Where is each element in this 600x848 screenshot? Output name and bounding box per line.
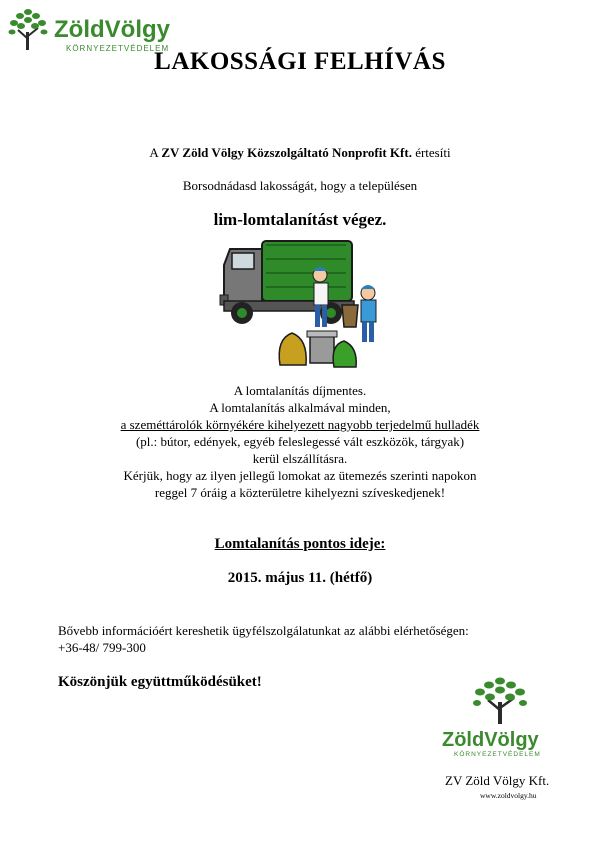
tree-icon: [472, 676, 528, 726]
intro-line-2: Borsodnádasd lakosságát, hogy a településen: [182, 178, 418, 193]
footer-brand-part1: Zöld: [442, 729, 485, 751]
body-line-4: (pl.: bútor, edények, egyéb feleslegessé vált eszközök, tárgyak): [135, 434, 465, 449]
footer-website[interactable]: www.zoldvolgy.hu: [480, 791, 537, 800]
thanks-text: Köszönjük együttműködésüket!: [58, 674, 262, 690]
schedule-label: Lomtalanítás pontos ideje:: [214, 536, 386, 552]
body-line-7: reggel 7 óráig a közterületre kihelyezni szíveskedjenek!: [154, 485, 446, 500]
body-line-5: kerül elszállításra.: [252, 451, 348, 466]
schedule-date: 2015. május 11. (hétfő): [227, 570, 373, 586]
intro-suffix: értesíti: [411, 145, 451, 160]
footer-logo: [430, 676, 560, 760]
contact-phone: +36-48/ 799-300: [58, 640, 146, 655]
intro-prefix: A: [149, 145, 162, 160]
body-line-6: Kérjük, hogy az ilyen jellegű lomokat az ütemezés szerinti napokon: [123, 468, 477, 483]
brand-part1: Zöld: [54, 16, 105, 43]
headline: lim-lomtalanítást végez.: [213, 210, 387, 229]
footer-company: ZV Zöld Völgy Kft.: [445, 773, 550, 788]
body-line-1: A lomtalanítás díjmentes.: [233, 383, 367, 398]
page-title: LAKOSSÁGI FELHÍVÁS: [154, 48, 446, 75]
footer-brand-tagline: KÖRNYEZETVÉDELEM: [454, 751, 541, 758]
tree-icon: [8, 6, 48, 54]
footer-brand-name: [442, 730, 539, 750]
brand-part2: Völgy: [104, 16, 170, 43]
footer-brand-part2: Völgy: [484, 729, 539, 751]
brand-name: [54, 18, 170, 42]
contact-line: Bővebb információért kereshetik ügyfélszolgálatunkat az alábbi elérhetőségen:: [58, 623, 469, 638]
intro-line-1: [0, 145, 600, 162]
brand-tagline: KÖRNYEZETVÉDELEM: [66, 44, 170, 53]
body-line-3: a szeméttárolók környékére kihelyezett nagyobb terjedelmű hulladék: [120, 417, 480, 432]
intro-company: ZV Zöld Völgy Közszolgáltató Nonprofit Kft.: [161, 145, 412, 160]
garbage-truck-illustration: [216, 235, 396, 370]
body-line-2: A lomtalanítás alkalmával minden,: [209, 400, 391, 415]
